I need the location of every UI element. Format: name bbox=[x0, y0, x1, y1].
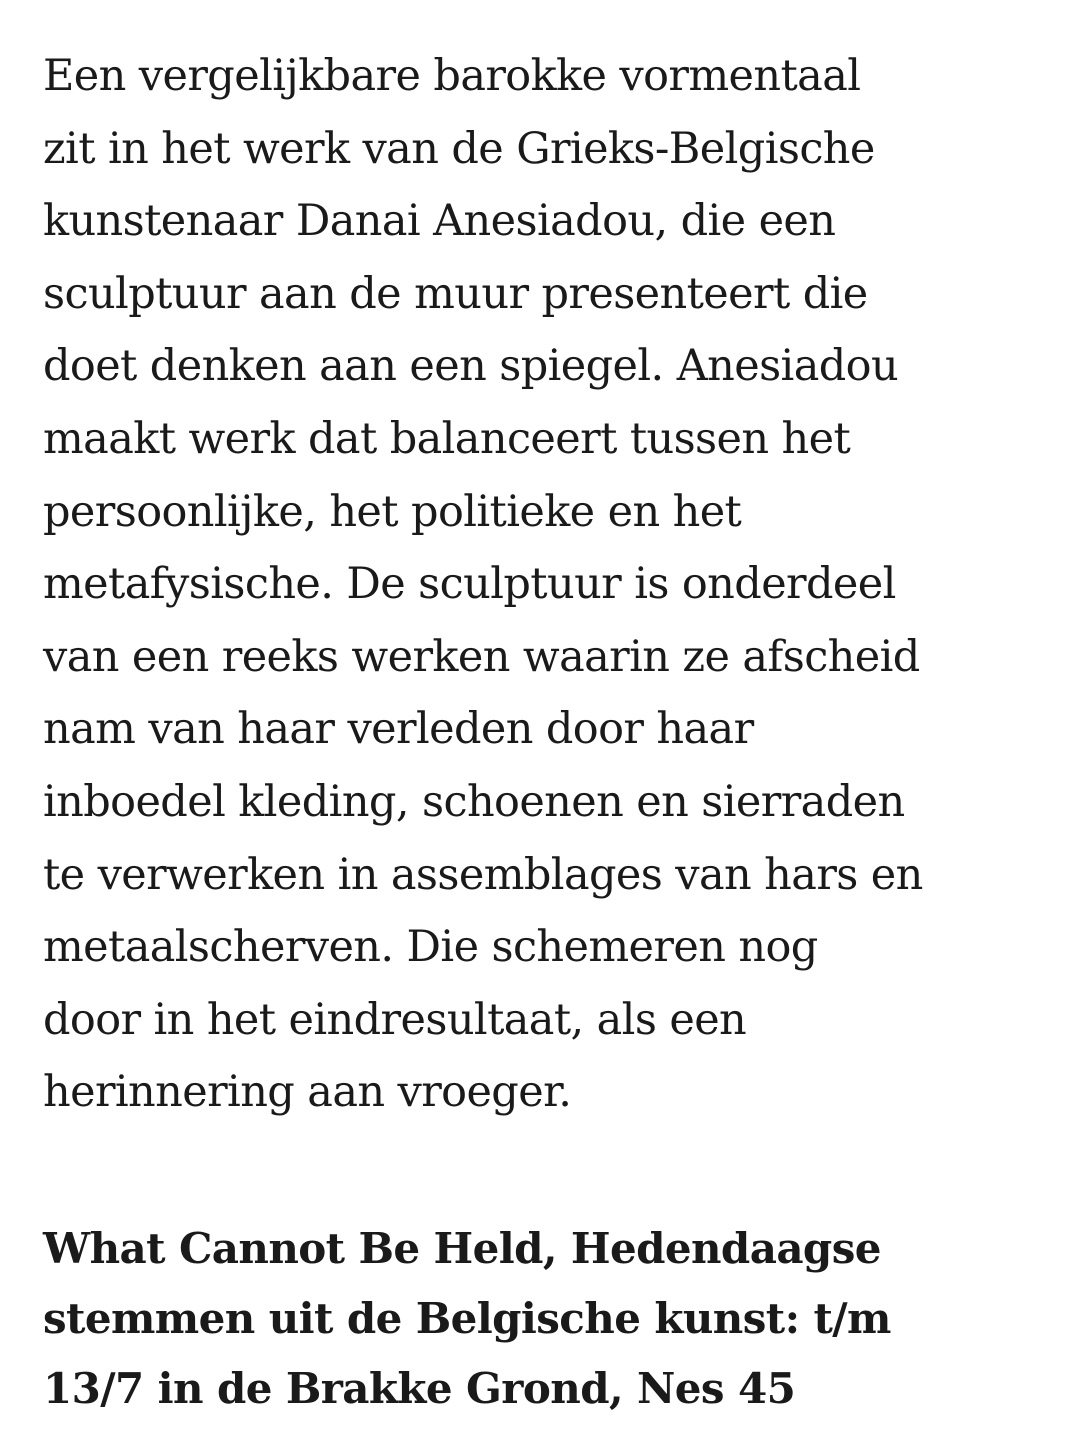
exhibition-info bbox=[43, 1214, 1053, 1424]
paragraph-line: persoonlijke, het politieke en het bbox=[43, 486, 742, 537]
paragraph-line: van een reeks werken waarin ze afscheid bbox=[43, 631, 920, 682]
paragraph-line: maakt werk dat balanceert tussen het bbox=[43, 413, 851, 464]
article-body bbox=[43, 40, 1053, 1424]
paragraph-line: metafysische. De sculptuur is onderdeel bbox=[43, 559, 896, 610]
exhibition-info-line: stemmen uit de Belgische kunst: t/m bbox=[43, 1293, 891, 1343]
paragraph-line: metaalscherven. Die schemeren nog bbox=[43, 922, 818, 973]
paragraph-line: Een vergelijkbare barokke vormentaal bbox=[43, 51, 861, 101]
paragraph-line: zit in het werk van de Grieks-Belgische bbox=[43, 123, 875, 174]
exhibition-info-line: What Cannot Be Held, Hedendaagse bbox=[43, 1223, 881, 1273]
paragraph-line: doet denken aan een spiegel. Anesiadou bbox=[43, 341, 899, 392]
article-paragraph bbox=[43, 40, 1053, 1129]
paragraph-line: herinnering aan vroeger. bbox=[43, 1067, 572, 1118]
paragraph-line: inboedel kleding, schoenen en sierraden bbox=[43, 776, 905, 827]
paragraph-line: sculptuur aan de muur presenteert die bbox=[43, 268, 868, 319]
paragraph-line: nam van haar verleden door haar bbox=[43, 704, 754, 755]
exhibition-info-line: 13/7 in de Brakke Grond, Nes 45 bbox=[43, 1363, 796, 1413]
paragraph-line: kunstenaar Danai Anesiadou, die een bbox=[43, 196, 836, 247]
paragraph-line: te verwerken in assemblages van hars en bbox=[43, 849, 923, 900]
paragraph-line: door in het eindresultaat, als een bbox=[43, 994, 747, 1045]
